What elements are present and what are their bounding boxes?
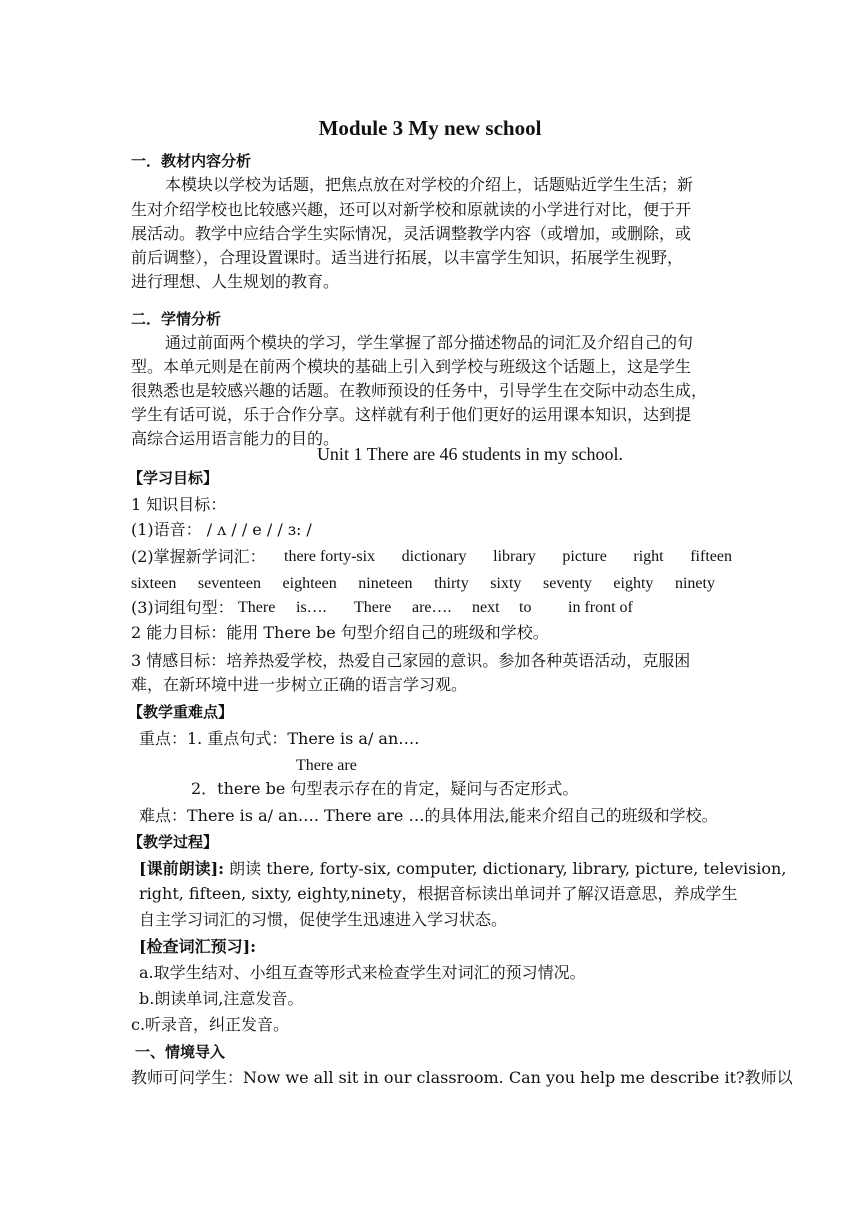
preread-line-2: right, fifteen, sixty, eighty,ninety，根据音标读出单词并了解汉语意思，养成学生 — [139, 884, 738, 903]
phrases-label: (3)词组句型： — [131, 598, 234, 617]
vocab-word: thirty — [434, 575, 469, 592]
ability-objective: 2 能力目标：能用 There be 句型介绍自己的班级和学校。 — [131, 623, 549, 642]
vocab-word: sixteen — [131, 575, 177, 592]
section1-line: 进行理想、人生规划的教育。 — [131, 272, 340, 291]
phrase-item: to — [519, 599, 532, 616]
section2-heading: 二．学情分析 — [131, 310, 222, 328]
difficulty-point: 难点：There is a/ an…. There are …的具体用法,能来介绍自己的班级和学校。 — [139, 806, 718, 825]
unit-title: Unit 1 There are 46 students in my school. — [316, 444, 624, 464]
vocab-word: library — [493, 548, 536, 565]
phrase-item: in front of — [568, 599, 633, 616]
vocab-word: ninety — [674, 575, 715, 592]
vocab-word: eighty — [613, 575, 654, 592]
vocab-word: nineteen — [358, 575, 413, 592]
section2-line: 很熟悉也是较感兴趣的话题。在教师预设的任务中，引导学生在交际中动态生成， — [131, 381, 708, 400]
key-point-1: 重点：1. 重点句式：There is a/ an…. — [139, 729, 420, 748]
phrase-item: next — [472, 599, 500, 616]
emotion-objective-1: 3 情感目标：培养热爱学校，热爱自己家园的意识。参加各种英语活动，克服困 — [131, 651, 691, 670]
key-point-2: 2．there be 句型表示存在的肯定，疑问与否定形式。 — [191, 779, 579, 798]
check-item-b: b.朗读单词,注意发音。 — [139, 989, 304, 1008]
phrase-item: is…. — [296, 599, 327, 616]
key-points-heading: 【教学重难点】 — [128, 703, 234, 721]
section1-heading: 一．教材内容分析 — [131, 152, 252, 170]
preread-text: 朗读 there, forty-six, computer, dictionary, library, picture, television, — [224, 859, 787, 878]
vocab-word: right — [633, 548, 664, 565]
check-item-a: a.取学生结对、小组互查等形式来检查学生对词汇的预习情况。 — [139, 963, 586, 982]
section2-line: 通过前面两个模块的学习，学生掌握了部分描述物品的词汇及介绍自己的句 — [165, 333, 694, 352]
section2-line: 学生有话可说，乐于合作分享。这样就有利于他们更好的运用课本知识，达到提 — [131, 405, 692, 424]
objectives-heading: 【学习目标】 — [128, 469, 219, 487]
page-title: Module 3 My new school — [318, 116, 542, 140]
section2-line: 型。本单元则是在前两个模块的基础上引入到学校与班级这个话题上，这是学生 — [131, 357, 692, 376]
vocab-word: there forty-six — [284, 548, 376, 565]
vocab-word: dictionary — [401, 548, 467, 565]
vocab-word: seventeen — [197, 575, 261, 592]
phonetics-line: (1)语音： / ʌ / / e / / ɜ: / — [131, 520, 312, 539]
section2-line: 高综合运用语言能力的目的。 — [131, 429, 340, 448]
vocab-word: fifteen — [690, 548, 732, 565]
check-label: [检查词汇预习]: — [139, 937, 257, 956]
preread-label: [课前朗读]: — [139, 859, 225, 878]
preread-line-1 — [139, 858, 786, 880]
section1-line: 生对介绍学校也比较感兴趣，还可以对新学校和原就读的小学进行对比，便于开 — [131, 200, 692, 219]
vocab-word: seventy — [542, 575, 592, 592]
process-heading: 【教学过程】 — [128, 833, 219, 851]
vocab-word: eighteen — [282, 575, 337, 592]
knowledge-objective: 1 知识目标： — [131, 495, 227, 514]
vocab-word: picture — [562, 548, 607, 565]
section1-line: 本模块以学校为话题，把焦点放在对学校的介绍上，话题贴近学生生活；新 — [165, 175, 694, 194]
vocab-line-2 — [131, 573, 715, 595]
emotion-objective-2: 难，在新环境中进一步树立正确的语言学习观。 — [131, 675, 468, 694]
intro-heading: 一、情境导入 — [135, 1043, 226, 1061]
phrase-item: There — [238, 599, 276, 616]
key-point-1b: There are — [296, 757, 357, 774]
phrase-item: are…. — [412, 599, 452, 616]
vocab-line-1 — [284, 546, 732, 568]
intro-line: 教师可问学生：Now we all sit in our classroom. Can you help me describe it?教师以 — [131, 1068, 793, 1087]
section1-line: 前后调整），合理设置课时。适当进行拓展，以丰富学生知识，拓展学生视野， — [131, 248, 684, 267]
preread-line-3: 自主学习词汇的习惯，促使学生迅速进入学习状态。 — [139, 910, 508, 929]
phrase-item: There — [354, 599, 392, 616]
section1-line: 展活动。教学中应结合学生实际情况，灵活调整教学内容（或增加，或删除，或 — [131, 224, 692, 243]
vocab-word: sixty — [490, 575, 522, 592]
vocab-label: (2)掌握新学词汇： — [131, 547, 266, 566]
check-item-c: c.听录音，纠正发音。 — [131, 1015, 290, 1034]
